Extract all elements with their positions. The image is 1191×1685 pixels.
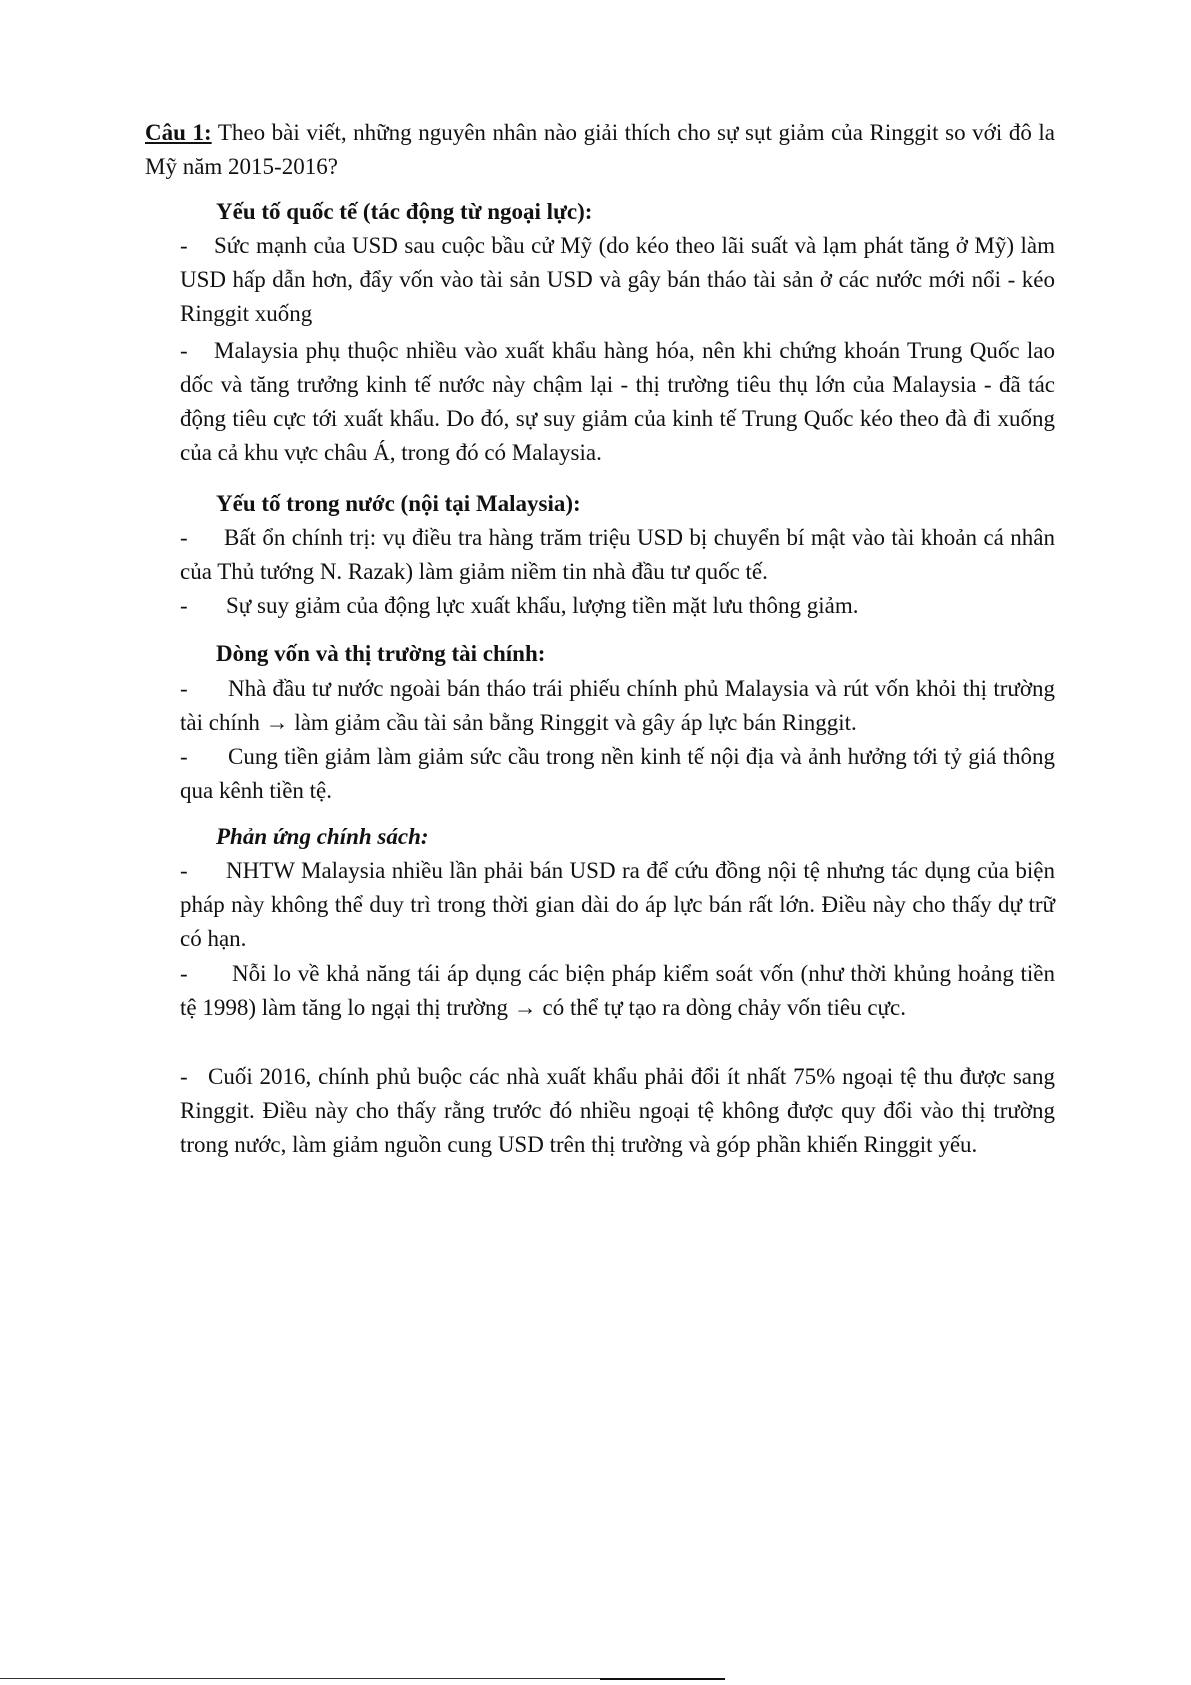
bullet-text: Nỗi lo về khả năng tái áp dụng các biện pháp kiểm soát vốn (như thời khủng hoảng tiền tệ 1998) làm tăng lo ngại thị trường → có thể tự tạo ra dòng chảy vốn tiêu cực. [180, 961, 1055, 1020]
bullet-text: Malaysia phụ thuộc nhiều vào xuất khẩu hàng hóa, nên khi chứng khoán Trung Quốc lao dốc và tăng trưởng kinh tế nước này chậm lại - thị trường tiêu thụ lớn của Malaysia - đã tác động tiêu cực tới xuất khẩu. Do đó, sự suy giảm của kinh tế Trung Quốc kéo theo đà đi xuống của cả khu vực châu Á, trong đó có Malaysia. [180, 338, 1055, 465]
bullet-political-instability [180, 521, 1055, 589]
bullet-text: Sự suy giảm của động lực xuất khẩu, lượng tiền mặt lưu thông giảm. [226, 593, 859, 618]
bullet-dash: - [180, 858, 188, 883]
section-heading-international: Yếu tố quốc tế (tác động từ ngoại lực): [216, 199, 593, 224]
bullet-central-bank [180, 854, 1055, 956]
bullet-dash: - [180, 525, 188, 550]
bullet-usd-strength [180, 229, 1055, 331]
bullet-dash: - [180, 676, 188, 701]
bullet-dash: - [180, 1064, 188, 1089]
bullet-dash: - [180, 744, 188, 769]
bullet-china-slowdown [180, 334, 1055, 470]
bullet-dash: - [180, 233, 188, 258]
bullet-export-decline [180, 589, 1055, 623]
question-paragraph [145, 116, 1055, 184]
bullet-capital-controls [180, 957, 1055, 1025]
bullet-export-conversion [180, 1060, 1055, 1162]
section-heading-domestic: Yếu tố trong nước (nội tại Malaysia): [216, 491, 581, 516]
question-text: Theo bài viết, những nguyên nhân nào giải thích cho sự sụt giảm của Ringgit so với đô la Mỹ năm 2015-2016? [145, 120, 1056, 179]
bullet-dash: - [180, 961, 188, 986]
section-heading-capital-flows: Dòng vốn và thị trường tài chính: [216, 641, 546, 666]
bullet-text: NHTW Malaysia nhiều lần phải bán USD ra để cứu đồng nội tệ nhưng tác dụng của biện pháp này không thể duy trì trong thời gian dài do áp lực bán rất lớn. Điều này cho thấy dự trữ có hạn. [180, 858, 1055, 951]
bullet-text: Nhà đầu tư nước ngoài bán tháo trái phiếu chính phủ Malaysia và rút vốn khỏi thị trường tài chính → làm giảm cầu tài sản bằng Ringgit và gây áp lực bán Ringgit. [180, 676, 1055, 735]
bullet-text: Cung tiền giảm làm giảm sức cầu trong nền kinh tế nội địa và ảnh hưởng tới tỷ giá thông qua kênh tiền tệ. [180, 744, 1055, 803]
question-label: Câu 1: [145, 120, 212, 145]
bullet-text: Sức mạnh của USD sau cuộc bầu cử Mỹ (do kéo theo lãi suất và lạm phát tăng ở Mỹ) làm USD hấp dẫn hơn, đẩy vốn vào tài sản USD và gây bán tháo tài sản ở các nước mới nổi - kéo Ringgit xuống [180, 233, 1055, 326]
bullet-dash: - [180, 593, 188, 618]
footer-divider-accent [600, 1678, 725, 1680]
bullet-text: Bất ổn chính trị: vụ điều tra hàng trăm triệu USD bị chuyển bí mật vào tài khoản cá nhân của Thủ tướng N. Razak) làm giảm niềm tin nhà đầu tư quốc tế. [180, 525, 1055, 584]
bullet-bond-selloff [180, 672, 1055, 740]
bullet-money-supply [180, 740, 1055, 808]
section-heading-policy-response: Phản ứng chính sách: [216, 824, 429, 849]
bullet-dash: - [180, 338, 188, 363]
bullet-text: Cuối 2016, chính phủ buộc các nhà xuất khẩu phải đổi ít nhất 75% ngoại tệ thu được sang Ringgit. Điều này cho thấy rằng trước đó nhiều ngoại tệ không được quy đổi vào thị trường trong nước, làm giảm nguồn cung USD trên thị trường và góp phần khiến Ringgit yếu. [180, 1064, 1055, 1157]
